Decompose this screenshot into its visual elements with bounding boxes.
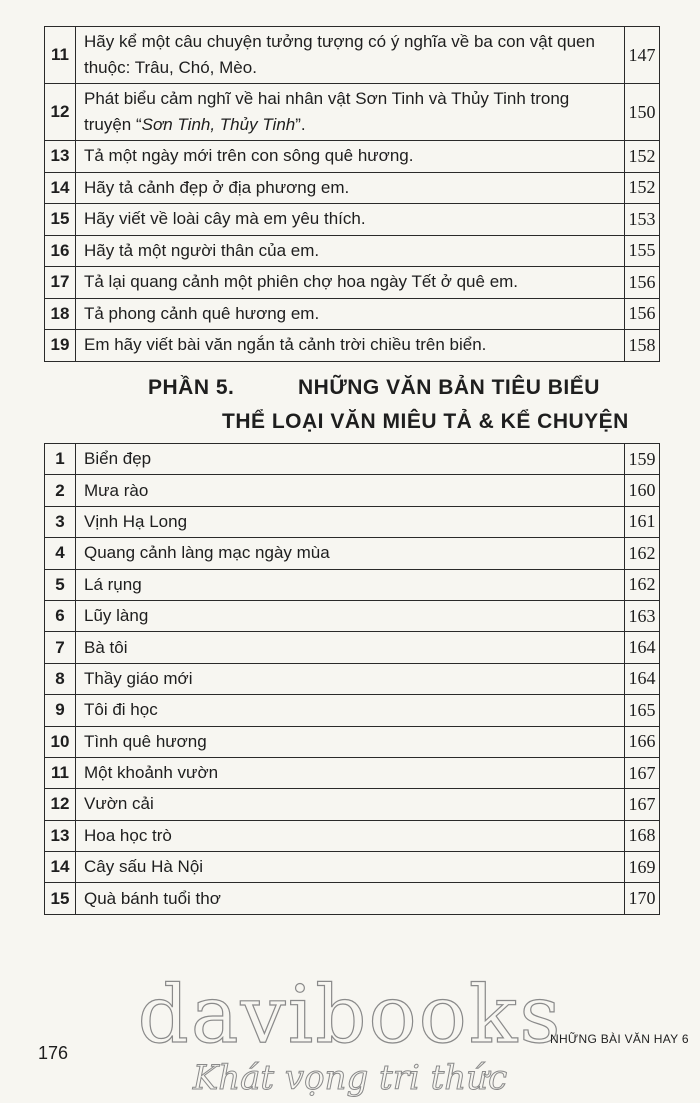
toc-row bbox=[45, 538, 660, 569]
toc-row bbox=[45, 444, 660, 475]
toc-number: 1 bbox=[45, 444, 76, 475]
toc-page: 162 bbox=[625, 538, 660, 569]
toc-number: 2 bbox=[45, 475, 76, 506]
toc-row bbox=[45, 235, 660, 267]
toc-title bbox=[76, 84, 625, 141]
part-label: PHẦN 5. bbox=[148, 376, 235, 399]
toc-number: 5 bbox=[45, 569, 76, 600]
part-title-line-1: NHỮNG VĂN BẢN TIÊU BIỂU bbox=[298, 376, 600, 399]
toc-row bbox=[45, 475, 660, 506]
toc-title: Tả lại quang cảnh một phiên chợ hoa ngày Tết ở quê em. bbox=[76, 267, 625, 299]
toc-page: 165 bbox=[625, 695, 660, 726]
toc-row bbox=[45, 141, 660, 173]
toc-page: 169 bbox=[625, 852, 660, 883]
toc-row bbox=[45, 330, 660, 362]
toc-row bbox=[45, 27, 660, 84]
book-title: NHỮNG BÀI VĂN HAY 6 bbox=[550, 1032, 689, 1046]
toc-number: 14 bbox=[45, 852, 76, 883]
toc-page: 161 bbox=[625, 506, 660, 537]
toc-number: 12 bbox=[45, 84, 76, 141]
toc-number: 15 bbox=[45, 204, 76, 236]
toc-title-story-name: Sơn Tinh, Thủy Tinh bbox=[141, 115, 296, 134]
toc-title: Hãy kể một câu chuyện tưởng tượng có ý nghĩa về ba con vật quen thuộc: Trâu, Chó, Mèo. bbox=[76, 27, 625, 84]
toc-title: Vịnh Hạ Long bbox=[76, 506, 625, 537]
toc-row bbox=[45, 632, 660, 663]
part-title-line-2: THỂ LOẠI VĂN MIÊU TẢ & KỂ CHUYỆN bbox=[222, 410, 629, 433]
toc-row bbox=[45, 204, 660, 236]
toc-title: Hãy tả cảnh đẹp ở địa phương em. bbox=[76, 172, 625, 204]
toc-title: Tả phong cảnh quê hương em. bbox=[76, 298, 625, 330]
toc-page: 159 bbox=[625, 444, 660, 475]
toc-number: 9 bbox=[45, 695, 76, 726]
toc-title: Hãy viết về loài cây mà em yêu thích. bbox=[76, 204, 625, 236]
toc-title: Cây sấu Hà Nội bbox=[76, 852, 625, 883]
toc-number: 11 bbox=[45, 27, 76, 84]
toc-page: 156 bbox=[625, 267, 660, 299]
toc-row bbox=[45, 172, 660, 204]
toc-number: 7 bbox=[45, 632, 76, 663]
toc-number: 14 bbox=[45, 172, 76, 204]
toc-page: 158 bbox=[625, 330, 660, 362]
page-number: 176 bbox=[38, 1043, 69, 1063]
toc-row bbox=[45, 569, 660, 600]
toc-page: 166 bbox=[625, 726, 660, 757]
toc-title: Tả một ngày mới trên con sông quê hương. bbox=[76, 141, 625, 173]
toc-row bbox=[45, 663, 660, 694]
toc-row bbox=[45, 298, 660, 330]
toc-number: 13 bbox=[45, 820, 76, 851]
watermark-slogan: Khát vọng tri thức bbox=[192, 1058, 508, 1098]
toc-number: 4 bbox=[45, 538, 76, 569]
toc-number: 8 bbox=[45, 663, 76, 694]
toc-title: Mưa rào bbox=[76, 475, 625, 506]
toc-title: Em hãy viết bài văn ngắn tả cảnh trời chiều trên biển. bbox=[76, 330, 625, 362]
toc-row bbox=[45, 84, 660, 141]
toc-page: 167 bbox=[625, 789, 660, 820]
toc-title: Hãy tả một người thân của em. bbox=[76, 235, 625, 267]
toc-row bbox=[45, 883, 660, 914]
toc-table-lower bbox=[44, 443, 660, 915]
watermark-brand: davibooks bbox=[137, 968, 563, 1061]
toc-number: 18 bbox=[45, 298, 76, 330]
toc-row bbox=[45, 789, 660, 820]
toc-page: 164 bbox=[625, 632, 660, 663]
toc-number: 10 bbox=[45, 726, 76, 757]
toc-number: 3 bbox=[45, 506, 76, 537]
toc-page: 170 bbox=[625, 883, 660, 914]
toc-number: 15 bbox=[45, 883, 76, 914]
toc-page: 152 bbox=[625, 172, 660, 204]
toc-title: Lá rụng bbox=[76, 569, 625, 600]
toc-number: 12 bbox=[45, 789, 76, 820]
toc-title: Quà bánh tuổi thơ bbox=[76, 883, 625, 914]
toc-title: Biển đẹp bbox=[76, 444, 625, 475]
toc-page: 147 bbox=[625, 27, 660, 84]
toc-title: Lũy làng bbox=[76, 600, 625, 631]
toc-page: 168 bbox=[625, 820, 660, 851]
toc-title: Hoa học trò bbox=[76, 820, 625, 851]
toc-page: 155 bbox=[625, 235, 660, 267]
toc-row bbox=[45, 852, 660, 883]
toc-row bbox=[45, 600, 660, 631]
toc-row bbox=[45, 695, 660, 726]
toc-row bbox=[45, 820, 660, 851]
toc-page: 162 bbox=[625, 569, 660, 600]
toc-title: Thầy giáo mới bbox=[76, 663, 625, 694]
toc-page: 156 bbox=[625, 298, 660, 330]
toc-title: Một khoảnh vườn bbox=[76, 757, 625, 788]
toc-row bbox=[45, 506, 660, 537]
toc-number: 19 bbox=[45, 330, 76, 362]
toc-page: 153 bbox=[625, 204, 660, 236]
toc-number: 6 bbox=[45, 600, 76, 631]
toc-title: Vườn cải bbox=[76, 789, 625, 820]
toc-title-tail: ”. bbox=[295, 115, 306, 134]
toc-page: 160 bbox=[625, 475, 660, 506]
toc-number: 13 bbox=[45, 141, 76, 173]
toc-page: 163 bbox=[625, 600, 660, 631]
toc-row bbox=[45, 267, 660, 299]
toc-page: 167 bbox=[625, 757, 660, 788]
toc-title-lead: Phát biểu cảm nghĩ về hai nhân vật Sơn Tinh và Thủy Tinh trong truyện “ bbox=[84, 89, 570, 134]
toc-table-upper bbox=[44, 26, 660, 362]
toc-row bbox=[45, 726, 660, 757]
toc-title: Tôi đi học bbox=[76, 695, 625, 726]
toc-title: Bà tôi bbox=[76, 632, 625, 663]
toc-number: 17 bbox=[45, 267, 76, 299]
toc-page: 152 bbox=[625, 141, 660, 173]
toc-page: 164 bbox=[625, 663, 660, 694]
toc-title: Tình quê hương bbox=[76, 726, 625, 757]
toc-title: Quang cảnh làng mạc ngày mùa bbox=[76, 538, 625, 569]
toc-number: 11 bbox=[45, 757, 76, 788]
toc-row bbox=[45, 757, 660, 788]
toc-page: 150 bbox=[625, 84, 660, 141]
toc-number: 16 bbox=[45, 235, 76, 267]
